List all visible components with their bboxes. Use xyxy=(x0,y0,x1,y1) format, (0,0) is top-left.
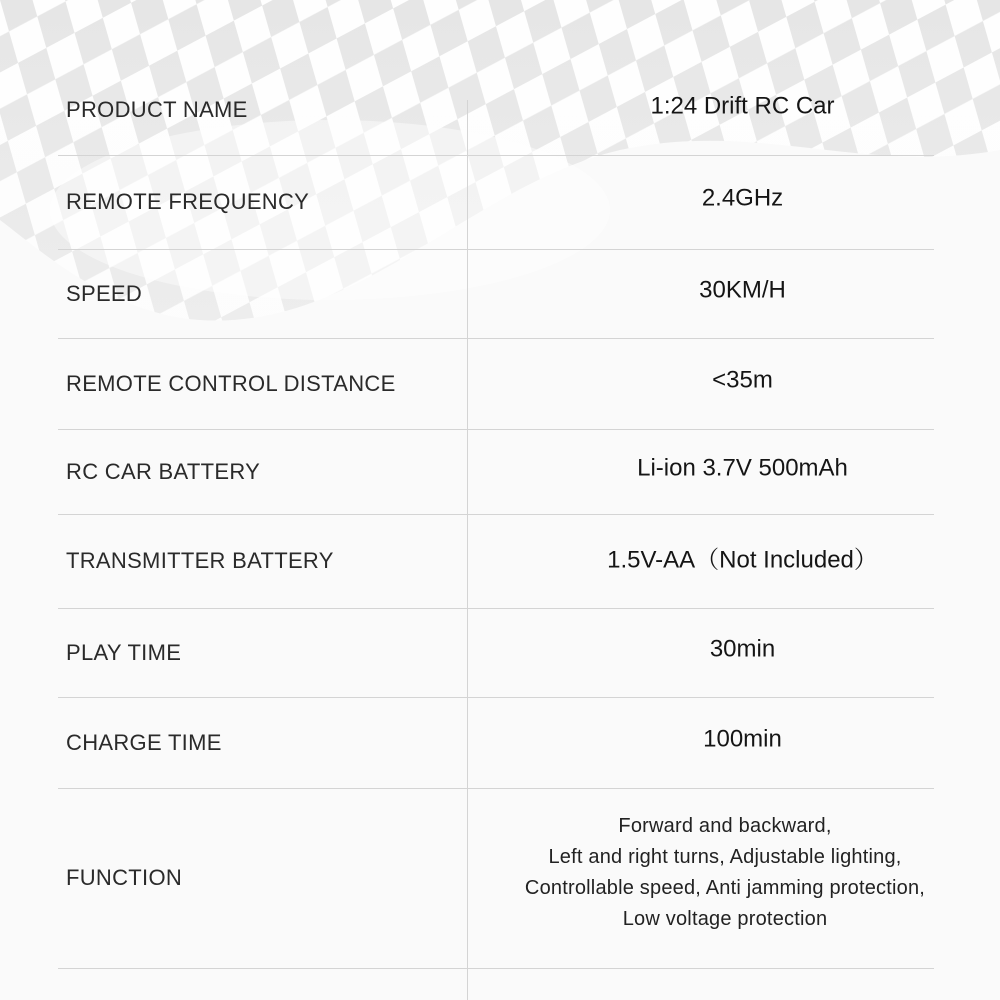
function-line: Left and right turns, Adjustable lighting, xyxy=(548,846,902,869)
row-divider xyxy=(58,968,934,969)
spec-label: PRODUCT NAME xyxy=(66,97,248,122)
function-line: Controllable speed, Anti jamming protection, xyxy=(524,877,926,900)
spec-label: FUNCTION xyxy=(66,865,183,890)
spec-value: <35m xyxy=(712,366,773,394)
spec-value: Li-ion 3.7V 500mAh xyxy=(637,454,848,482)
spec-value-multiline xyxy=(470,811,980,935)
function-line: Low voltage protection xyxy=(622,908,828,931)
spec-row-speed xyxy=(0,249,1000,338)
spec-row-product-name xyxy=(0,65,1000,155)
spec-row-remote-frequency xyxy=(0,155,1000,249)
spec-label: PLAY TIME xyxy=(66,639,182,665)
spec-row-charge-time xyxy=(0,697,1000,788)
spec-label: SPEED xyxy=(66,280,143,306)
spec-value: 2.4GHz xyxy=(701,184,784,212)
spec-row-play-time xyxy=(0,608,1000,697)
spec-label: TRANSMITTER BATTERY xyxy=(66,548,334,573)
spec-row-rc-car-battery xyxy=(0,429,1000,514)
spec-value: 1.5V-AA（Not Included） xyxy=(607,546,878,574)
spec-value: 1:24 Drift RC Car xyxy=(650,92,835,120)
spec-label: REMOTE CONTROL DISTANCE xyxy=(66,370,396,396)
spec-row-remote-control-distance xyxy=(0,338,1000,429)
spec-value: 100min xyxy=(703,725,782,753)
function-line: Forward and backward, xyxy=(618,815,832,838)
spec-label: CHARGE TIME xyxy=(66,729,222,755)
spec-row-transmitter-battery xyxy=(0,514,1000,608)
spec-label: RC CAR BATTERY xyxy=(66,458,261,484)
spec-value: 30KM/H xyxy=(699,276,786,304)
spec-row-function xyxy=(0,788,1000,968)
spec-value: 30min xyxy=(709,635,776,663)
spec-label: REMOTE FREQUENCY xyxy=(66,189,310,214)
